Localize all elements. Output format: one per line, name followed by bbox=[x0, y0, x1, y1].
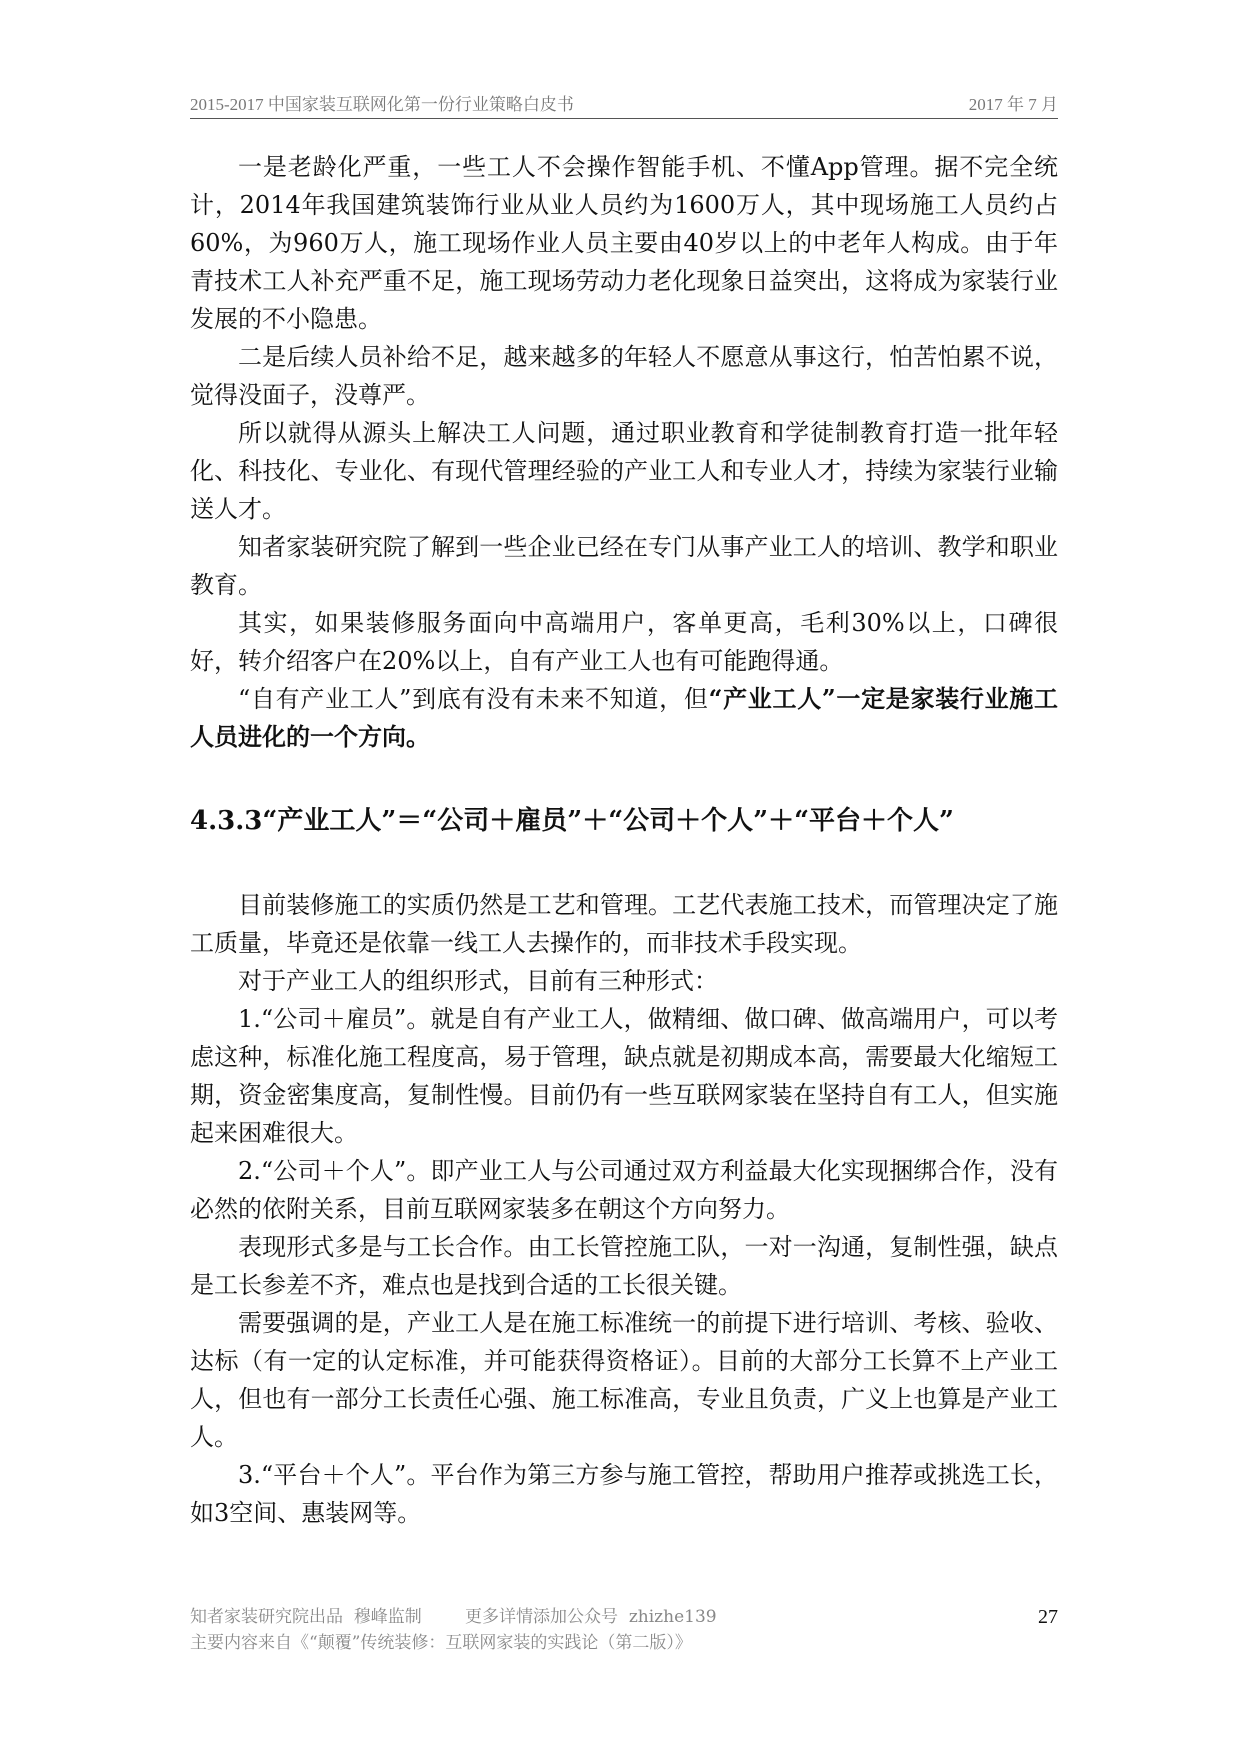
list-item: 1.“公司＋雇员”。就是自有产业工人，做精细、做口碑、做高端用户，可以考虑这种，标准化施工程度高，易于管理，缺点就是初期成本高，需要最大化缩短工期，资金密集度高，复制性慢。目前仍有一些互联网家装在坚持自有工人，但实施起来困难很大。 bbox=[190, 1005, 1058, 1147]
paragraph: 其实，如果装修服务面向中高端用户，客单更高，毛利30%以上，口碑很好，转介绍客户在20%以上，自有产业工人也有可能跑得通。 bbox=[190, 609, 1058, 675]
paragraph: 表现形式多是与工长合作。由工长管控施工队，一对一沟通，复制性强，缺点是工长参差不齐，难点也是找到合适的工长很关键。 bbox=[190, 1233, 1058, 1299]
document-body bbox=[190, 148, 1058, 1532]
emphasis-text: “产业工人”一定是家装行业施工人员进化的一个方向。 bbox=[190, 684, 1059, 751]
list-item: 3.“平台＋个人”。平台作为第三方参与施工管控，帮助用户推荐或挑选工长，如3空间、惠装网等。 bbox=[190, 1461, 1058, 1527]
list-item: 2.“公司＋个人”。即产业工人与公司通过双方利益最大化实现捆绑合作，没有必然的依附关系，目前互联网家装多在朝这个方向努力。 bbox=[190, 1157, 1058, 1223]
paragraph: 知者家装研究院了解到一些企业已经在专门从事产业工人的培训、教学和职业教育。 bbox=[190, 533, 1058, 599]
footer-source: 主要内容来自《“颠覆”传统装修：互联网家装的实践论（第二版）》 bbox=[190, 1633, 692, 1653]
paragraph-text: “自有产业工人”到底有没有未来不知道，但 bbox=[238, 685, 709, 713]
header-title: 2015-2017 中国家装互联网化第一份行业策略白皮书 bbox=[190, 95, 574, 114]
paragraph: 目前装修施工的实质仍然是工艺和管理。工艺代表施工技术，而管理决定了施工质量，毕竟还是依靠一线工人去操作的，而非技术手段实现。 bbox=[190, 891, 1058, 957]
footer-credit: 知者家装研究院出品 穆峰监制 更多详情添加公众号 zhizhe139 bbox=[190, 1607, 717, 1627]
paragraph: 对于产业工人的组织形式，目前有三种形式： bbox=[238, 967, 718, 995]
paragraph: 二是后续人员补给不足，越来越多的年轻人不愿意从事这行，怕苦怕累不说，觉得没面子，没尊严。 bbox=[190, 343, 1058, 409]
paragraph: 所以就得从源头上解决工人问题，通过职业教育和学徒制教育打造一批年轻化、科技化、专业化、有现代管理经验的产业工人和专业人才，持续为家装行业输送人才。 bbox=[190, 419, 1058, 523]
page-number: 27 bbox=[1038, 1606, 1058, 1628]
paragraph-with-emphasis bbox=[190, 680, 1058, 756]
section-heading: 4.3.3“产业工人”＝“公司＋雇员”＋“公司＋个人”＋“平台＋个人” bbox=[190, 806, 955, 836]
page-footer bbox=[190, 1604, 1058, 1656]
paragraph: 一是老龄化严重，一些工人不会操作智能手机、不懂App管理。据不完全统计，2014年我国建筑装饰行业从业人员约为1600万人，其中现场施工人员约占60%，为960万人，施工现场作业人员主要由40岁以上的中老年人构成。由于年青技术工人补充严重不足，施工现场劳动力老化现象日益突出，这将成为家装行业发展的不小隐患。 bbox=[190, 153, 1058, 333]
paragraph: 需要强调的是，产业工人是在施工标准统一的前提下进行培训、考核、验收、达标（有一定的认定标准，并可能获得资格证）。目前的大部分工长算不上产业工人，但也有一部分工长责任心强、施工标准高，专业且负责，广义上也算是产业工人。 bbox=[190, 1309, 1058, 1451]
header-date: 2017 年 7 月 bbox=[968, 95, 1058, 114]
page-header bbox=[190, 88, 1058, 119]
